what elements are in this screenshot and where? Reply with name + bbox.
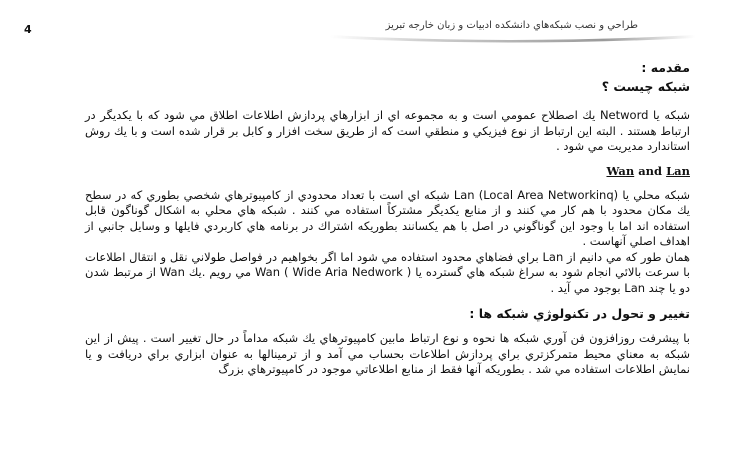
intro-heading: مقدمه :: [641, 60, 690, 75]
lan-paragraph: شبكه محلي يا Lan (Local Area Networkinq) شبكه اي است با تعداد محدودي از كامپيوترهاي شخصي بطوري كه در سطح يك مكان محدود با هم كار مي كنند و از منابع يكديگر مشتركاً استفاده مي كنند . شبكه هاي محلي به اشكال گوناگون قابل استفاده اند اما با وجود اين گوناگوني در اصل با هم يكسانند بطوريكه اشتراك در برنامه هاي كاربردي فايلها و وسايل جانبي از اهداف اصلي آنهاست .: [85, 187, 690, 248]
page-header: [0, 0, 750, 46]
network-definition-paragraph: شبكه يا Netword يك اصطلاح عمومي است و به مجموعه اي از ابزارهاي پردازش اطلاعات اطلاق مي شود كه با يكديگر در ارتباط هستند . البته اين ارتباط از نوع فيزيكي و منطقي است كه از طريق سخت افزار و كابل بر قرار شده است و با يك روش استاندارد مديريت مي شود .: [85, 108, 690, 153]
what-is-network-heading: شبكه چيست ؟: [601, 79, 690, 94]
tech-change-heading: تغيير و تحول در تكنولوژي شبكه ها :: [469, 306, 690, 321]
wan-and-lan-heading: [85, 163, 690, 180]
header-title: طراحي و نصب شبكه‌هاي دانشكده ادبيات و زبان خارجه تبريز: [385, 20, 638, 31]
wan-term: Wan: [606, 163, 635, 178]
wan-paragraph: همان طور كه مي دانيم از Lan براي فضاهاي محدود استفاده مي شود اما اگر بخواهيم در فواصل طولاني نقل و انتقال اطلاعات با سرعت بالائي انجام شود به سراغ شبكه هاي گسترده يا Wan ( Wide Aria Nedwork ) مي رويم .يك Wan از مرتبط شدن دو يا چند Lan بوجود مي آيد .: [85, 249, 690, 295]
page-number: 4: [24, 23, 32, 36]
header-swoosh-decoration: [330, 33, 695, 45]
document-body: [85, 58, 690, 378]
and-word: and: [638, 163, 663, 178]
tech-change-paragraph: با پيشرفت روزافزون فن آوري شبكه ها نحوه و نوع ارتباط مابين كامپيوترهاي يك شبكه مداماً در حال تغيير است . پيش از اين شبكه به معناي محيط متمركزتري براي پردازش اطلاعات بحساب مي آمد و از ترمينالها به عنوان ابزاري براي دريافت و يا نمايش اطلاعات استفاده مي شد . بطوريكه آنها فقط از منابع اطلاعاتي موجود در كامپيوترهاي بزرگ: [85, 331, 690, 376]
lan-term: Lan: [666, 163, 690, 178]
